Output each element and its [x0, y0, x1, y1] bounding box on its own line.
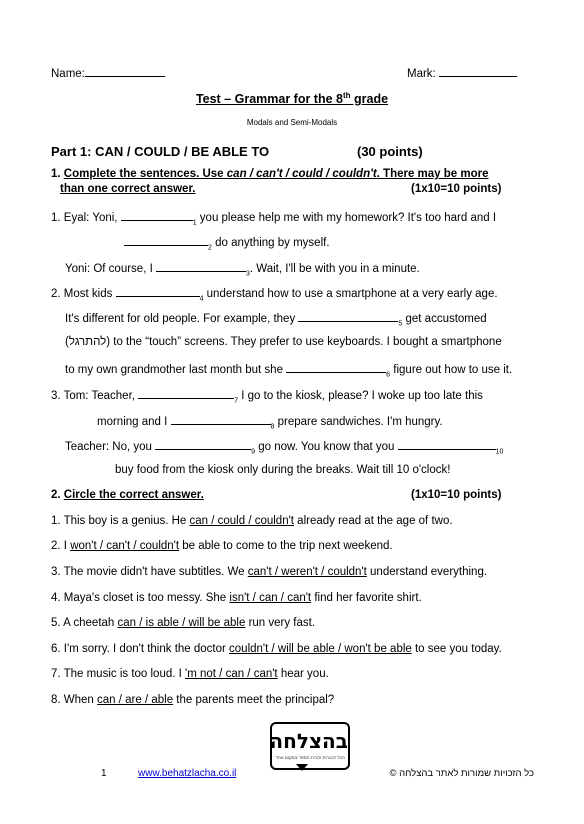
- mark-blank[interactable]: [439, 65, 517, 77]
- q1-line-a: 1. Eyal: Yoni, $_1$ you please help me with my homework? It's too hard and I: [51, 209, 496, 226]
- page-title: Test – Grammar for the 8th grade: [195, 91, 389, 107]
- answer-choices[interactable]: won't / can't / couldn't: [70, 540, 180, 552]
- blank-9[interactable]: [155, 438, 251, 450]
- blank-7[interactable]: [138, 387, 234, 399]
- blank-2[interactable]: [124, 234, 208, 246]
- q2-line-c: (להתרגל) to the “touch” screens. They prefer to use keyboards. I bought a smartphone: [65, 336, 502, 348]
- circle-item: 4. Maya's closet is too messy. She isn't / can / can't find her favorite shirt.: [51, 592, 422, 604]
- circle-item: 8. When can / are / able the parents meet the principal?: [51, 694, 335, 706]
- name-label: Name:: [51, 68, 85, 80]
- q2-line-a: 2. Most kids $_4$ understand how to use a smartphone at a very early age.: [51, 285, 498, 302]
- blank-4[interactable]: [116, 285, 200, 297]
- answer-choices[interactable]: couldn't / will be able / won't be able: [229, 643, 412, 655]
- q1-line-b: $_2$ do anything by myself.: [124, 234, 330, 251]
- part1-title: Part 1: CAN / COULD / BE ABLE TO: [51, 144, 270, 159]
- blank-8[interactable]: [171, 413, 271, 425]
- website-link[interactable]: www.behatzlacha.co.il: [138, 768, 237, 779]
- circle-item: 6. I'm sorry. I don't think the doctor couldn't / will be able / won't be able to see you today.: [51, 643, 502, 655]
- q2-line-d: to my own grandmother last month but she $_6$ figure out how to use it.: [65, 361, 512, 378]
- blank-1[interactable]: [121, 209, 193, 221]
- circle-item: 1. This boy is a genius. He can / could / couldn't already read at the age of two.: [51, 515, 453, 527]
- q1-line-c: Yoni: Of course, I $_3$. Wait, I'll be with you in a minute.: [65, 260, 420, 277]
- blank-3[interactable]: [156, 260, 246, 272]
- blank-5[interactable]: [298, 310, 398, 322]
- circle-item: 5. A cheetah can / is able / will be able run very fast.: [51, 617, 316, 629]
- circle-item: 7. The music is too loud. I 'm not / can / can't hear you.: [51, 668, 329, 680]
- mark-label: Mark:: [407, 68, 436, 80]
- behatzlacha-logo: [270, 722, 350, 770]
- page-subtitle: Modals and Semi-Modals: [246, 118, 338, 127]
- q3-line-c: Teacher: No, you $_9$ go now. You know that you $_{10}$: [65, 438, 503, 455]
- section1-points: (1x10=10 points): [411, 183, 502, 195]
- page-number: 1: [101, 768, 107, 779]
- q3-line-d: buy food from the kiosk only during the breaks. Wait till 10 o'clock!: [115, 464, 451, 476]
- section1-instructions-line2: than one correct answer.: [60, 183, 196, 195]
- answer-choices[interactable]: can / could / couldn't: [189, 515, 294, 527]
- logo-speech-tail: [296, 764, 308, 771]
- answer-choices[interactable]: 'm not / can / can't: [185, 668, 278, 680]
- section2-instructions: 2. Circle the correct answer.: [51, 489, 204, 501]
- circle-item: 3. The movie didn't have subtitles. We can't / weren't / couldn't understand everything.: [51, 566, 488, 578]
- answer-choices[interactable]: can / is able / will be able: [117, 617, 246, 629]
- answer-choices[interactable]: isn't / can / can't: [229, 592, 312, 604]
- part1-points: (30 points): [357, 144, 423, 159]
- circle-item: 2. I won't / can't / couldn't be able to come to the trip next weekend.: [51, 540, 393, 552]
- q2-line-b: It's different for old people. For example, they $_5$ get accustomed: [65, 310, 487, 327]
- section1-instructions: 1. Complete the sentences. Use can / can't / could / couldn't. There may be more: [51, 168, 489, 180]
- answer-choices[interactable]: can / are / able: [97, 694, 174, 706]
- q3-line-b: morning and I $_8$ prepare sandwiches. I'm hungry.: [97, 413, 443, 430]
- blank-6[interactable]: [286, 361, 386, 373]
- section2-points: (1x10=10 points): [411, 489, 502, 501]
- name-field: [51, 65, 165, 80]
- logo-text: בהצלחה: [269, 729, 348, 753]
- blank-10[interactable]: [398, 438, 496, 450]
- logo-tagline: הכל לבגרות ולבית הספר במקום אחד: [275, 755, 345, 760]
- answer-choices[interactable]: can't / weren't / couldn't: [247, 566, 367, 578]
- q3-line-a: 3. Tom: Teacher, $_7$ I go to the kiosk, please? I woke up too late this: [51, 387, 483, 404]
- copyright-notice: כל הזכויות שמורות לאתר בהצלחה ©: [389, 768, 534, 779]
- name-blank[interactable]: [85, 65, 165, 77]
- mark-field: [407, 65, 517, 80]
